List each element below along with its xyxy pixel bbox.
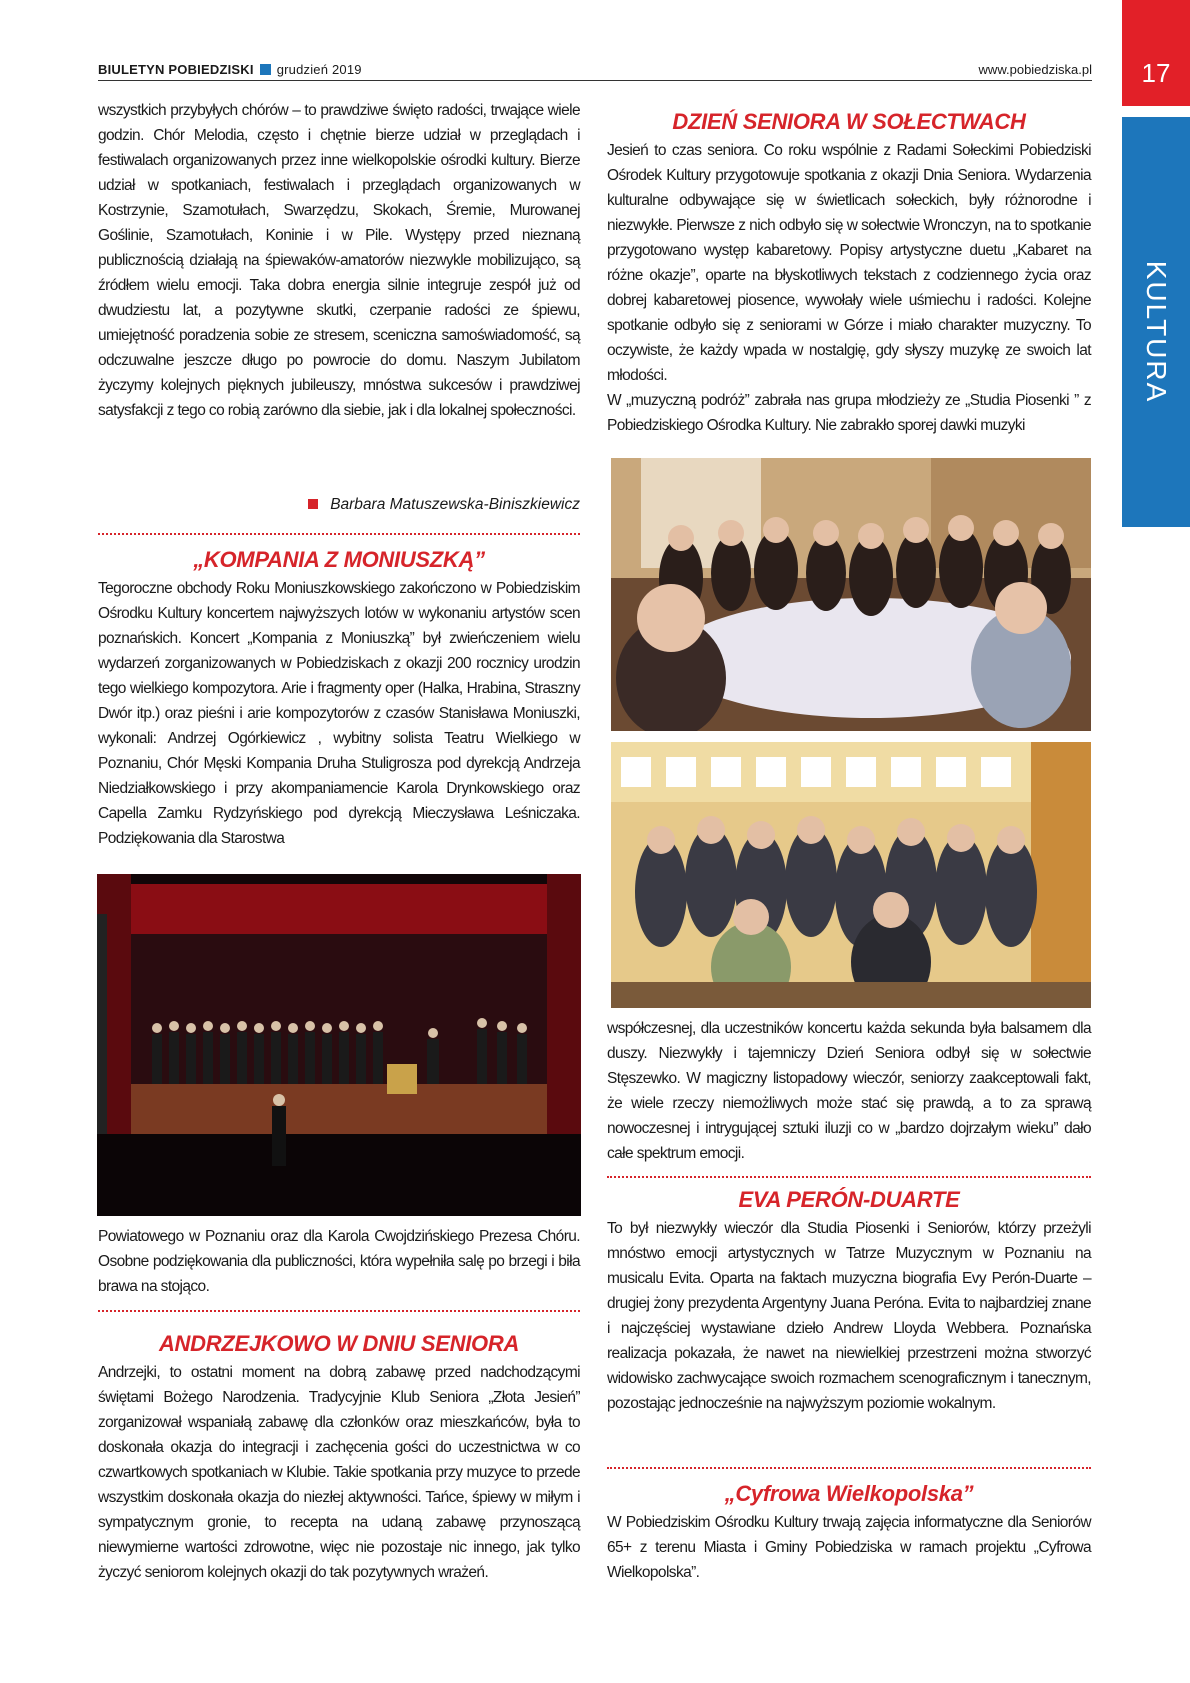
article-author xyxy=(98,496,580,514)
publication-name: BIULETYN POBIEDZISKI xyxy=(98,62,254,77)
divider-dotted xyxy=(98,533,580,535)
red-square-icon xyxy=(308,499,318,509)
header-publication xyxy=(98,62,362,77)
dzien-seniora-article xyxy=(607,108,1091,438)
seniors-table-photo xyxy=(611,458,1091,731)
intro-paragraph: wszystkich przybyłych chórów – to prawdziwe święto radości, trwające wiele godzin. Chór Melodia, często i chętnie bierze udział w przeglądach i festiwalach organizowanych przez inne wielkopolskie ośrodki kultury. Bierze udział w spotkaniach, festiwalach i przeglądach organizowanych w Kostrzynie, Szamotułach, Swarzędzu, Skokach, Śremie, Murowanej Goślinie, Szamotułach, Koninie i w Pile. Występy przed nieznaną publicznością działają na śpiewaków-amatorów niezwykle mobilizująco, są źródłem wielu emocji. Taka dobra energia silnie integruje zespół już od dwudziestu lat, a pozytywne skutki, czerpanie radości ze śpiewu, umiejętność poradzenia sobie ze stresem, sceniczna samoświadomość, są odczuwalne jeszcze długo po powrocie do domu. Naszym Jubilatom życzymy kolejnych pięknych jubileuszy, mnóstwa sukcesów i prawdziwej satysfakcji z tego co robią zarówno dla siebie, jak i dla lokalnej społeczności. xyxy=(98,102,580,419)
eva-article xyxy=(607,1186,1091,1416)
dzien-seniora-paragraph-2: W „muzyczną podróż” zabrała nas grupa młodzieży ze „Studia Piosenki ” z Pobiedziskiego Ośrodka Kultury. Nie zabrakło sporej dawki muzyki xyxy=(607,392,1091,434)
dzien-seniora-paragraph: Jesień to czas seniora. Co roku wspólnie z Radami Sołeckimi Pobiedziski Ośrodek Kultury przygotowuje spotkania z okazji Dnia Seniora. Wydarzenia kulturalne odbywające się w świetlicach sołeckich, były różnorodne i niezwykłe. Pierwsze z nich odbyło się w sołectwie Wronczyn, na to spotkanie przygotowano występ kabaretowy. Popisy artystyczne duetu „Kabaret na różne okazje”, oparte na błyskotliwych tekstach z codziennego życia oraz dobrej kabaretowej piosence, wywołały wiele uśmiechu i radości. Kolejne spotkanie odbyło się z seniorami w Górze i miało charakter muzyczny. To oczywiste, że każdy wpada w nostalgię, gdy słyszy muzykę ze swoich lat młodości. xyxy=(607,142,1091,384)
andrzejkowo-paragraph: Andrzejki, to ostatni moment na dobrą zabawę przed nadchodzącymi świętami Bożego Narodzenia. Tradycyjnie Klub Seniora „Złota Jesień” zorganizował wspaniałą zabawę dla członków oraz mieszkańców, była to doskonała okazja do integracji i zachęcenia gości do uczestnictwa w co czwartkowych spotkaniach w Klubie. Takie spotkania przy muzyce to przede wszystkim doskonała okazja do niezłej aktywności. Tańce, śpiewy w miłym i sympatycznym gronie, to recepta na udaną zabawę przynoszącą niewymierne wartości zdrowotne, więc nie pozostaje nic innego, jak tylko życzyć seniorom kolejnych okazji do tak pozytywnych wrażeń. xyxy=(98,1364,580,1581)
page-number: 17 xyxy=(1122,0,1190,106)
kompania-article xyxy=(98,546,580,851)
section-tab-label: KULTURA xyxy=(1141,260,1172,404)
kompania-paragraph: Tegoroczne obchody Roku Moniuszkowskiego zakończono w Pobiedziskim Ośrodku Kultury koncertem najwyższych lotów w wykonaniu artystów scen poznańskich. Koncert „Kompania z Moniuszką” był zwieńczeniem wielu wydarzeń zorganizowanych w Pobiedziskach z okazji 200 rocznicy urodzin tego wielkiego kompozytora. Arie i fragmenty oper (Halka, Hrabina, Straszny Dwór itp.) oraz pieśni i arie kompozytorów z czasów Stanisława Moniuszki, wykonali: Andrzej Ogórkiewicz , wybitny solista Teatru Wielkiego w Poznaniu, Chór Męski Kompania Druha Stuligrosza pod dyrekcją Andrzeja Niedziałkowskiego i przy akompaniamencie Karola Drynkowskiego oraz Capella Zamku Rydzyńskiego pod dyrekcją Mieczysława Leśniczaka. Podziękowania dla Starostwa xyxy=(98,580,580,847)
dzien-seniora-continued xyxy=(607,1016,1091,1166)
andrzejkowo-article xyxy=(98,1330,580,1585)
concert-photo xyxy=(97,874,581,1216)
kompania-title: „KOMPANIA Z MONIUSZKĄ” xyxy=(193,547,485,572)
header-website: www.pobiedziska.pl xyxy=(978,62,1092,77)
kompania-paragraph-cont: Powiatowego w Poznaniu oraz dla Karola Cwojdzińskiego Prezesa Chóru. Osobne podziękowania dla publiczności, która wypełniła salę po brzegi i biła brawa na stojąco. xyxy=(98,1228,580,1295)
cyfrowa-paragraph: W Pobiedziskim Ośrodku Kultury trwają zajęcia informatyczne dla Seniorów 65+ z terenu Miasta i Gminy Pobiedziska w ramach projektu „Cyfrowa Wielkopolska”. xyxy=(607,1514,1091,1581)
group-photo-illustration-2 xyxy=(611,742,1091,1008)
page-header xyxy=(98,60,1092,82)
andrzejkowo-title: ANDRZEJKOWO W DNIU SENIORA xyxy=(158,1331,520,1356)
divider-dotted xyxy=(98,1310,580,1312)
divider-dotted xyxy=(607,1467,1091,1469)
seniors-group-photo xyxy=(611,742,1091,1008)
issue-date: grudzień 2019 xyxy=(276,62,362,77)
eva-title: EVA PERÓN-DUARTE xyxy=(738,1187,960,1212)
group-photo-illustration xyxy=(611,458,1091,731)
stage-illustration xyxy=(97,874,581,1216)
divider-dotted xyxy=(607,1176,1091,1178)
left-intro xyxy=(98,98,580,423)
cyfrowa-article xyxy=(607,1480,1091,1585)
dzien-seniora-title: DZIEŃ SENIORA W SOŁECTWACH xyxy=(672,109,1026,134)
kompania-continued xyxy=(98,1224,580,1299)
cyfrowa-title: „Cyfrowa Wielkopolska” xyxy=(724,1481,974,1506)
eva-paragraph: To był niezwykły wieczór dla Studia Piosenki i Seniorów, którzy przeżyli mnóstwo emocji artystycznych w Tatrze Muzycznym w Poznaniu na musicalu Evita. Oparta na faktach muzyczna biografia Evy Perón-Duarte – drugiej żony prezydenta Argentyny Juana Peróna. Evita to najbardziej znane i najczęściej wystawiane dzieło Andrew Lloyda Webbera. Poznańska realizacja pokazała, że nawet na niewielkiej przestrzeni można stworzyć widowisko zachwycające swoich rozmachem scenograficznym i tanecznym, pozostając jednocześnie na najwyższym poziomie wokalnym. xyxy=(607,1220,1091,1412)
header-rule xyxy=(98,80,1092,81)
dzien-seniora-paragraph-cont: współczesnej, dla uczestników koncertu każda sekunda była balsamem dla duszy. Niezwykły i tajemniczy Dzień Seniora odbył się w sołectwie Stęszewko. W magiczny listopadowy wieczór, seniorzy zaakceptowali fakt, że wiele rzeczy niemożliwych może stać się prawdą, a to za sprawą nowoczesnej i intrygującej sztuki iluzji co w „bardzo dojrzałym wieku” dało całe spektrum emocji. xyxy=(607,1020,1091,1162)
section-tab xyxy=(1122,117,1190,527)
blue-square-icon xyxy=(260,64,271,75)
author-name: Barbara Matuszewska-Biniszkiewicz xyxy=(330,496,580,513)
